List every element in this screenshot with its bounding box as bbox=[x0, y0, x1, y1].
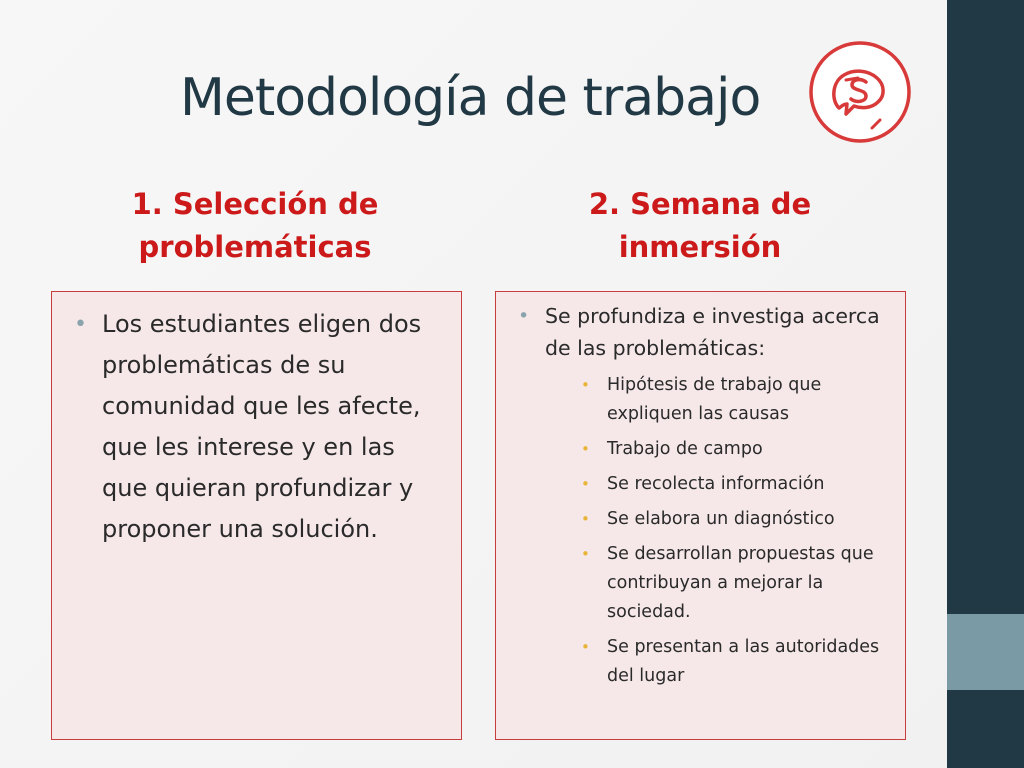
column2-content-box bbox=[495, 291, 906, 740]
column2-heading-line1: 2. Semana de bbox=[588, 187, 812, 221]
sub-bullet-item: • Se elabora un diagnóstico bbox=[545, 505, 895, 534]
column1-heading-line1: 1. Selección de bbox=[131, 187, 379, 221]
column1-content-box bbox=[51, 291, 462, 740]
column1-heading bbox=[95, 183, 415, 269]
sub-bullet-item: • Se desarrollan propuestas que contribuyan a mejorar la sociedad. bbox=[545, 540, 895, 627]
column1-heading-line2: problemáticas bbox=[138, 230, 372, 264]
column2-bullet bbox=[516, 300, 895, 691]
column2-bullet-list bbox=[516, 300, 895, 691]
sub-bullet-item: • Trabajo de campo bbox=[545, 435, 895, 464]
column1-bullet-list bbox=[74, 304, 447, 550]
sub-bullet-item: • Se recolecta información bbox=[545, 470, 895, 499]
sidebar-accent-block bbox=[947, 614, 1024, 690]
column2-heading-line2: inmersión bbox=[618, 230, 782, 264]
speech-bubble-logo-icon bbox=[806, 38, 914, 146]
sub-bullet-item: • Se presentan a las autoridades del lugar bbox=[545, 633, 895, 691]
slide-title: Metodología de trabajo bbox=[180, 68, 761, 128]
column2-heading bbox=[540, 183, 860, 269]
sub-bullet-item: • Hipótesis de trabajo que expliquen las causas bbox=[545, 371, 895, 429]
column2-bullet-text: Se profundiza e investiga acerca de las problemáticas: bbox=[545, 304, 880, 360]
column1-bullet: • Los estudiantes eligen dos problemáticas de su comunidad que les afecte, que les interese y en las que quieran profundizar y proponer una solución. bbox=[74, 304, 447, 550]
column2-sub-list bbox=[545, 371, 895, 691]
